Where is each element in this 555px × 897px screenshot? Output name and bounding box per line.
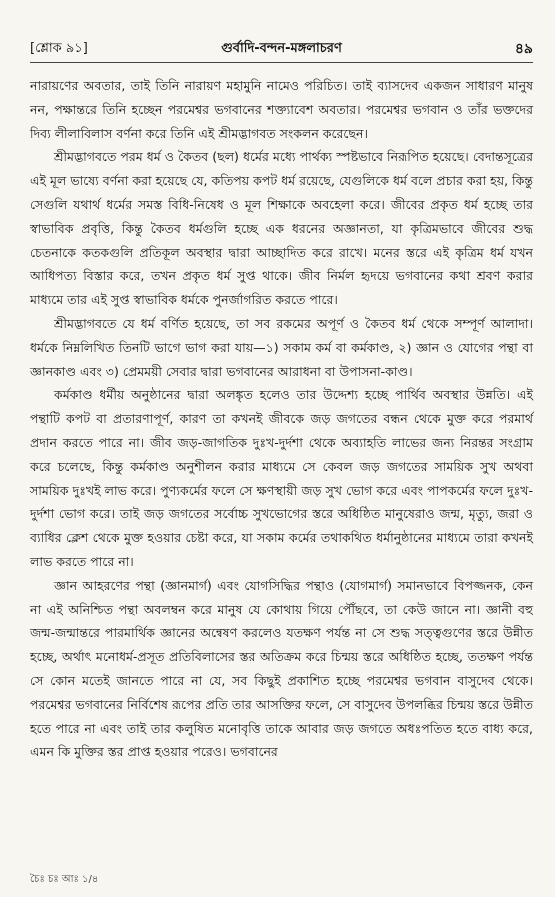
paragraph: শ্রীমদ্ভাগবতে যে ধর্ম বর্ণিত হয়েছে, তা সব রকমের অপূর্ণ ও কৈতব ধর্ম থেকে সম্পূর্ণ আলাদা। ধর্মকে নিম্নলিখিত তিনটি ভাগে ভাগ করা যায়—১) সকাম কর্ম বা কর্মকাণ্ড, ২) জ্ঞান ও যোগের পন্থা বা জ্ঞানকাণ্ড এবং ৩) প্রেমময়ী সেবার দ্বারা ভগবানের আরাধনা বা উপাসনা-কাণ্ড।	[30, 315, 533, 379]
page-footer-signature: চৈঃ চঃ আঃ ১/৪	[30, 874, 99, 885]
paragraph: নারায়ণের অবতার, তাই তিনি নারায়ণ মহামুনি নামেও পরিচিত। তাই ব্যাসদেব একজন সাধারণ মানুষ নন, পক্ষান্তরে তিনি হচ্ছেন পরমেশ্বর ভগবানের শক্ত্যাবেশ অবতার। পরমেশ্বর ভগবান ও তাঁর ভক্তদের দিব্য লীলাবিলাস বর্ণনা করে তিনি এই শ্রীমদ্ভাগবত সংকলন করেছেন।	[30, 78, 533, 141]
paragraph: জ্ঞান আহরণের পন্থা (জ্ঞানমার্গ) এবং যোগসিদ্ধির পন্থাও (যোগমার্গ) সমানভাবে বিপজ্জনক, কেন না এই অনিশ্চিত পন্থা অবলম্বন করে মানুষ যে কোথায় গিয়ে পৌঁছবে, তা কেউ জানে না। জ্ঞানী বহু জন্ম-জন্মান্তরে পারমার্থিক জ্ঞানের অন্বেষণ করলেও যতক্ষণ পর্যন্ত না সে শুদ্ধ সত্ত্বগুণের স্তরে উন্নীত হচ্ছে, অর্থাৎ মনোধর্ম-প্রসূত প্রতিবিলাসের স্তর অতিক্রম করে চিন্ময় স্তরে অধিষ্ঠিত হচ্ছে, ততক্ষণ পর্যন্ত সে কোন মতেই জানতে পারে না যে, সব কিছুই প্রকাশিত হচ্ছে পরমেশ্বর ভগবান বাসুদেব থেকে। পরমেশ্বর ভগবানের নির্বিশেষ রূপের প্রতি তার আসক্তির ফলে, সে বাসুদেব উপলব্ধির চিন্ময় স্তরে উন্নীত হতে পারে না এবং তাই তার কলুষিত মনোবৃত্তি তাকে আবার জড় জগতে অধঃপতিত হতে বাধ্য করে, এমন কি মুক্তির স্তর প্রাপ্ত হওয়ার পরেও। ভগবানের	[30, 577, 533, 760]
page-body	[30, 74, 533, 764]
page-number: ৪৯	[514, 41, 533, 57]
paragraph: কর্মকাণ্ড ধর্মীয় অনুষ্ঠানের দ্বারা অলঙ্কৃত হলেও তার উদ্দেশ্য হচ্ছে পার্থিব অবস্থার উন্নতি। এই পন্থাটি কপট বা প্রতারণাপূর্ণ, কারণ তা কখনই জীবকে জড় জগতের বন্ধন থেকে মুক্ত করে পরমার্থ প্রদান করতে পারে না। জীব জড়-জাগতিক দুঃখ-দুর্দশা থেকে অব্যাহতি লাভের জন্য নিরন্তর সংগ্রাম করে চলেছে, কিন্তু কর্মকাণ্ড অনুশীলন করার মাধ্যমে সে কেবল জড় জগতের সাময়িক সুখ অথবা সাময়িক দুঃখই লাভ করে। পুণ্যকর্মের ফলে সে ক্ষণস্থায়ী জড় সুখ ভোগ করে এবং পাপকর্মের ফলে দুঃখ-দুর্দশা ভোগ করে। তাই জড় জগতের সর্বোচ্চ সুখভোগের স্তরে অধিষ্ঠিত মানুষেরাও জন্ম, মৃত্যু, জরা ও ব্যাধির ক্লেশ থেকে মুক্ত হওয়ার চেষ্টা করে, যা সকাম কর্মের তথাকথিত ধর্মানুষ্ঠানের মাধ্যমে তারা কখনই লাভ করতে পারে না।	[30, 387, 533, 569]
paragraph: শ্রীমদ্ভাগবতে পরম ধর্ম ও কৈতব (ছল) ধর্মের মধ্যে পার্থক্য স্পষ্টভাবে নিরূপিত হয়েছে। বেদান্তসূত্রের এই মূল ভাষ্যে বর্ণনা করা হয়েছে যে, কতিপয় কপট ধর্ম রয়েছে, যেগুলিকে ধর্ম বলে প্রচার করা হয়, কিন্তু সেগুলি যথার্থ ধর্মের সমস্ত বিধি-নিষেধ ও মূল শিক্ষাকে অবহেলা করে। জীবের প্রকৃত ধর্ম হচ্ছে তার স্বাভাবিক প্রবৃত্তি, কিন্তু কৈতব ধর্মগুলি হচ্ছে এক ধরনের অজ্ঞানতা, যা কৃত্রিমভাবে জীবের শুদ্ধ চেতনাকে কতকগুলি প্রতিকূল অবস্থার দ্বারা আচ্ছাদিত করে রাখে। মনের স্তরে এই কৃত্রিম ধর্ম যখন আধিপত্য বিস্তার করে, তখন প্রকৃত ধর্ম সুপ্ত থাকে। জীব নির্মল হৃদয়ে ভগবানের কথা শ্রবণ করার মাধ্যমে তার এই সুপ্ত স্বাভাবিক ধর্মকে পুনর্জাগরিত করতে পারে।	[30, 149, 533, 308]
chapter-title: গুর্বাদি-বন্দন-মঙ্গলাচরণ	[221, 40, 342, 56]
running-header	[30, 36, 533, 63]
verse-reference: [শ্লোক ৯১]	[30, 40, 88, 56]
